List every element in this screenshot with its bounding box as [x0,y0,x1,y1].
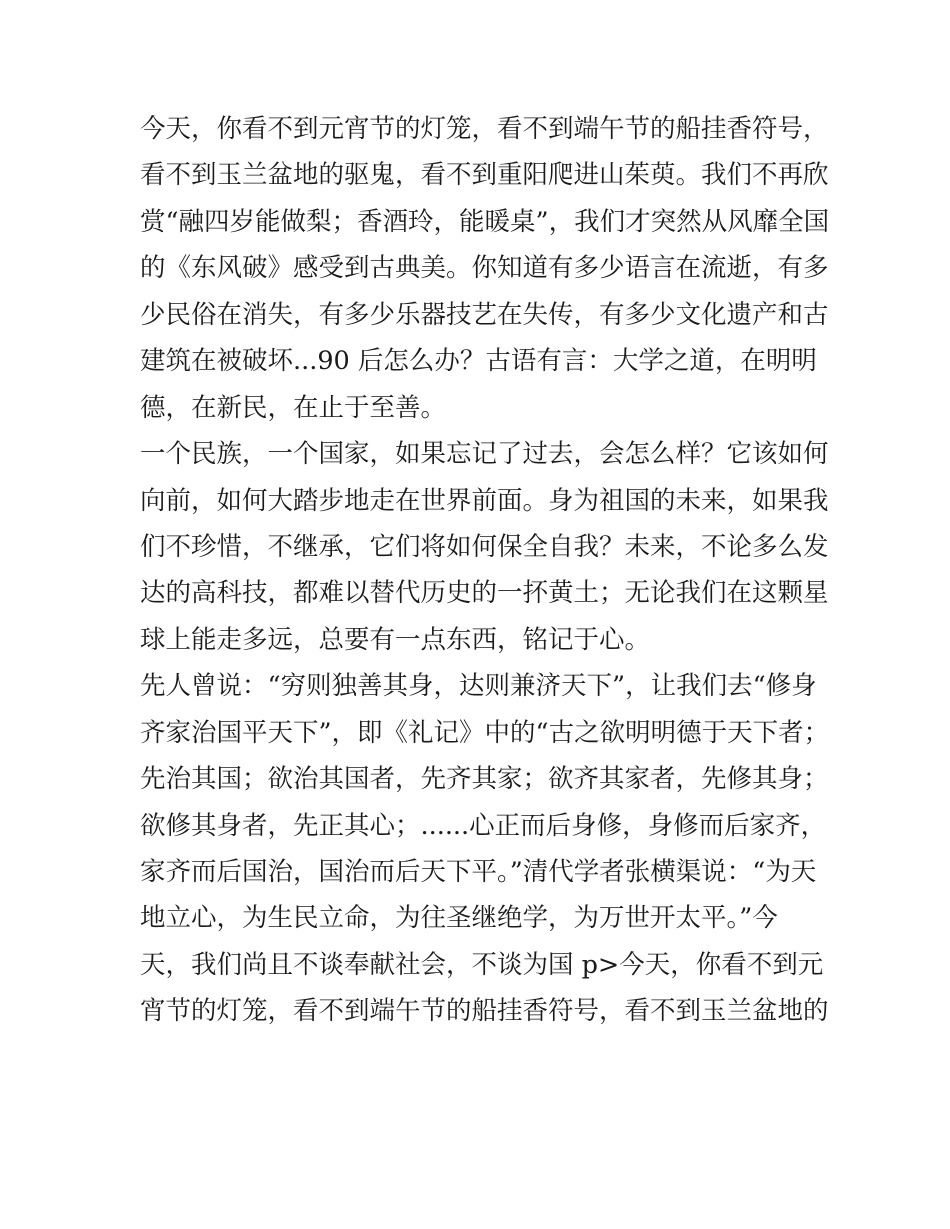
text-line: 家齐而后国治，国治而后天下平。”清代学者张横渠说：“为天 [140,857,817,887]
text-line: 建筑在被破坏...90 后怎么办？古语有言：大学之道，在明明 [140,346,817,377]
text-line: 达的高科技，都难以替代历史的一抔黄土；无论我们在这颗星 [140,578,829,609]
text-line: 一个民族，一个国家，如果忘记了过去，会怎么样？它该如何 [140,439,829,470]
text-line: 先人曾说：“穷则独善其身，达则兼济天下”，让我们去“修身 [140,671,817,702]
text-line: 德，在新民，在止于至善。 [140,392,447,423]
text-line: 地立心，为生民立命，为往圣继绝学，为万世开太平。”今 [140,903,778,934]
text-line: 看不到玉兰盆地的驱鬼，看不到重阳爬进山茱萸。我们不再欣 [140,160,829,191]
text-line: 今天，你看不到元宵节的灯笼，看不到端午节的船挂香符号， [140,114,829,144]
text-line: 球上能走多远，总要有一点东西，铭记于心。 [140,624,651,655]
text-line: 少民俗在消失，有多少乐器技艺在失传，有多少文化遗产和古 [140,299,829,330]
text-line: 宵节的灯笼，看不到端午节的船挂香符号，看不到玉兰盆地的 [140,996,829,1027]
text-line: 赏“融四岁能做梨；香酒玲，能暖桌”，我们才突然从风靡全国 [140,206,830,237]
text-line: 们不珍惜，不继承，它们将如何保全自我？未来，不论多么发 [140,531,829,562]
text-line: 欲修其身者，先正其心；......心正而后身修，身修而后家齐， [140,810,827,841]
body-text [140,106,830,1035]
text-line: 的《东风破》感受到古典美。你知道有多少语言在流逝，有多 [140,253,829,284]
text-line: 先治其国；欲治其国者，先齐其家；欲齐其家者，先修其身； [140,764,829,795]
text-line: 齐家治国平天下”，即《礼记》中的“古之欲明明德于天下者； [140,717,830,748]
text-line: 向前，如何大踏步地走在世界前面。身为祖国的未来，如果我 [140,485,829,516]
text-line: 天，我们尚且不谈奉献社会，不谈为国 p>今天，你看不到元 [140,949,824,980]
